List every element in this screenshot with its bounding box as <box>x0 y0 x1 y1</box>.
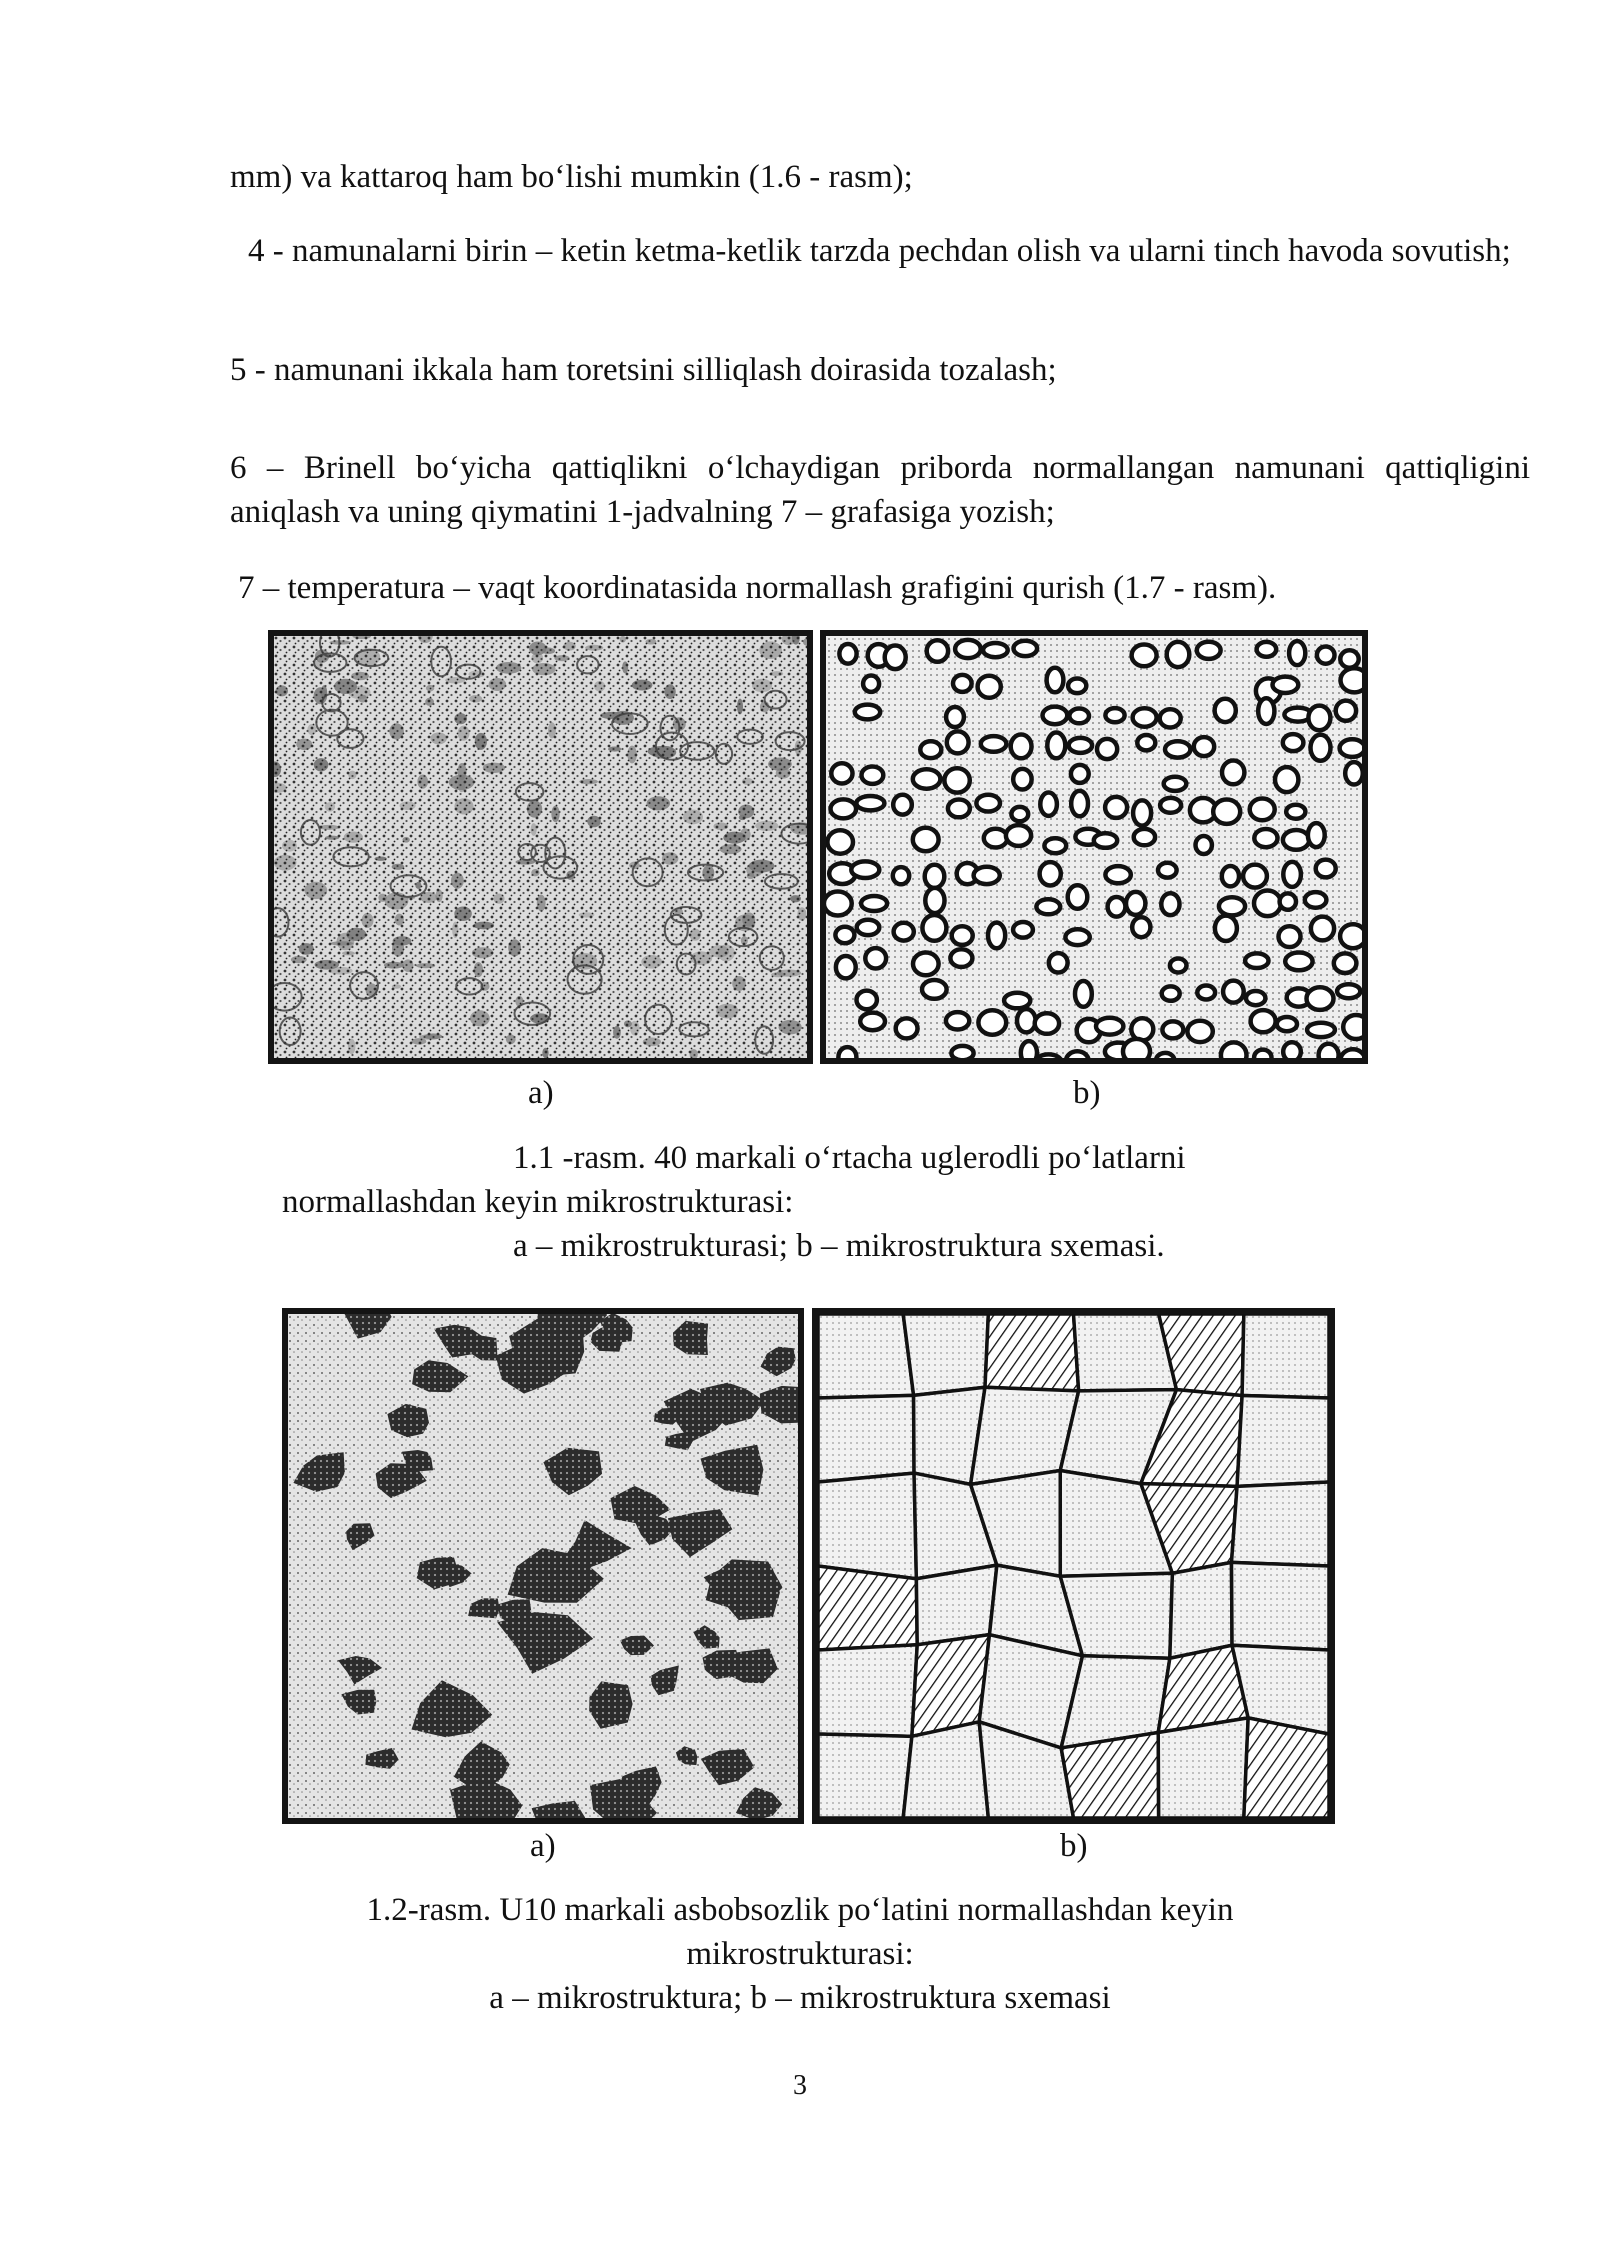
paragraph-continuation: mm) va kattaroq ham bo‘lishi mumkin (1.6 - rasm); <box>230 159 913 195</box>
step-7-paragraph: 7 – temperatura – vaqt koordinatasida normallash grafigini qurish (1.7 - rasm). <box>238 570 1277 606</box>
figure-1-caption-line2: normallashdan keyin mikrostrukturasi: <box>282 1184 794 1220</box>
figure-1-label-a: a) <box>528 1075 554 1111</box>
microstructure-scheme-40-steel <box>820 630 1368 1064</box>
figure-1-caption-line3: a – mikrostrukturasi; b – mikrostruktura sxemasi. <box>513 1228 1165 1264</box>
figure-2-label-b: b) <box>1060 1828 1088 1864</box>
micrograph-40-steel <box>268 630 813 1064</box>
figure-1-caption-line1: 1.1 -rasm. 40 markali o‘rtacha uglerodli po‘latlarni <box>513 1140 1186 1176</box>
page-number: 3 <box>793 2070 807 2101</box>
step-6-paragraph: 6 – Brinell bo‘yicha qattiqlikni o‘lchaydigan priborda normallangan namunani qattiqligini aniqlash va uning qiymatini 1-jadvalning 7 – grafasiga yozish; <box>230 450 1530 530</box>
step-4-paragraph: 4 - namunalarni birin – ketin ketma-ketlik tarzda pechdan olish va ularni tinch havoda sovutish; <box>248 233 1511 269</box>
micrograph-u10-steel <box>282 1308 804 1824</box>
figure-1-label-b: b) <box>1073 1075 1101 1111</box>
figure-2-caption-line3: a – mikrostruktura; b – mikrostruktura sxemasi <box>489 1980 1111 2016</box>
figure-2-caption-line1: 1.2-rasm. U10 markali asbobsozlik po‘latini normallashdan keyin <box>366 1892 1234 1928</box>
figure-2-caption-line2: mikrostrukturasi: <box>686 1936 914 1972</box>
step-5-paragraph: 5 - namunani ikkala ham toretsini silliqlash doirasida tozalash; <box>230 352 1057 388</box>
microstructure-scheme-u10-steel <box>812 1308 1335 1824</box>
figure-2-label-a: a) <box>530 1828 556 1864</box>
